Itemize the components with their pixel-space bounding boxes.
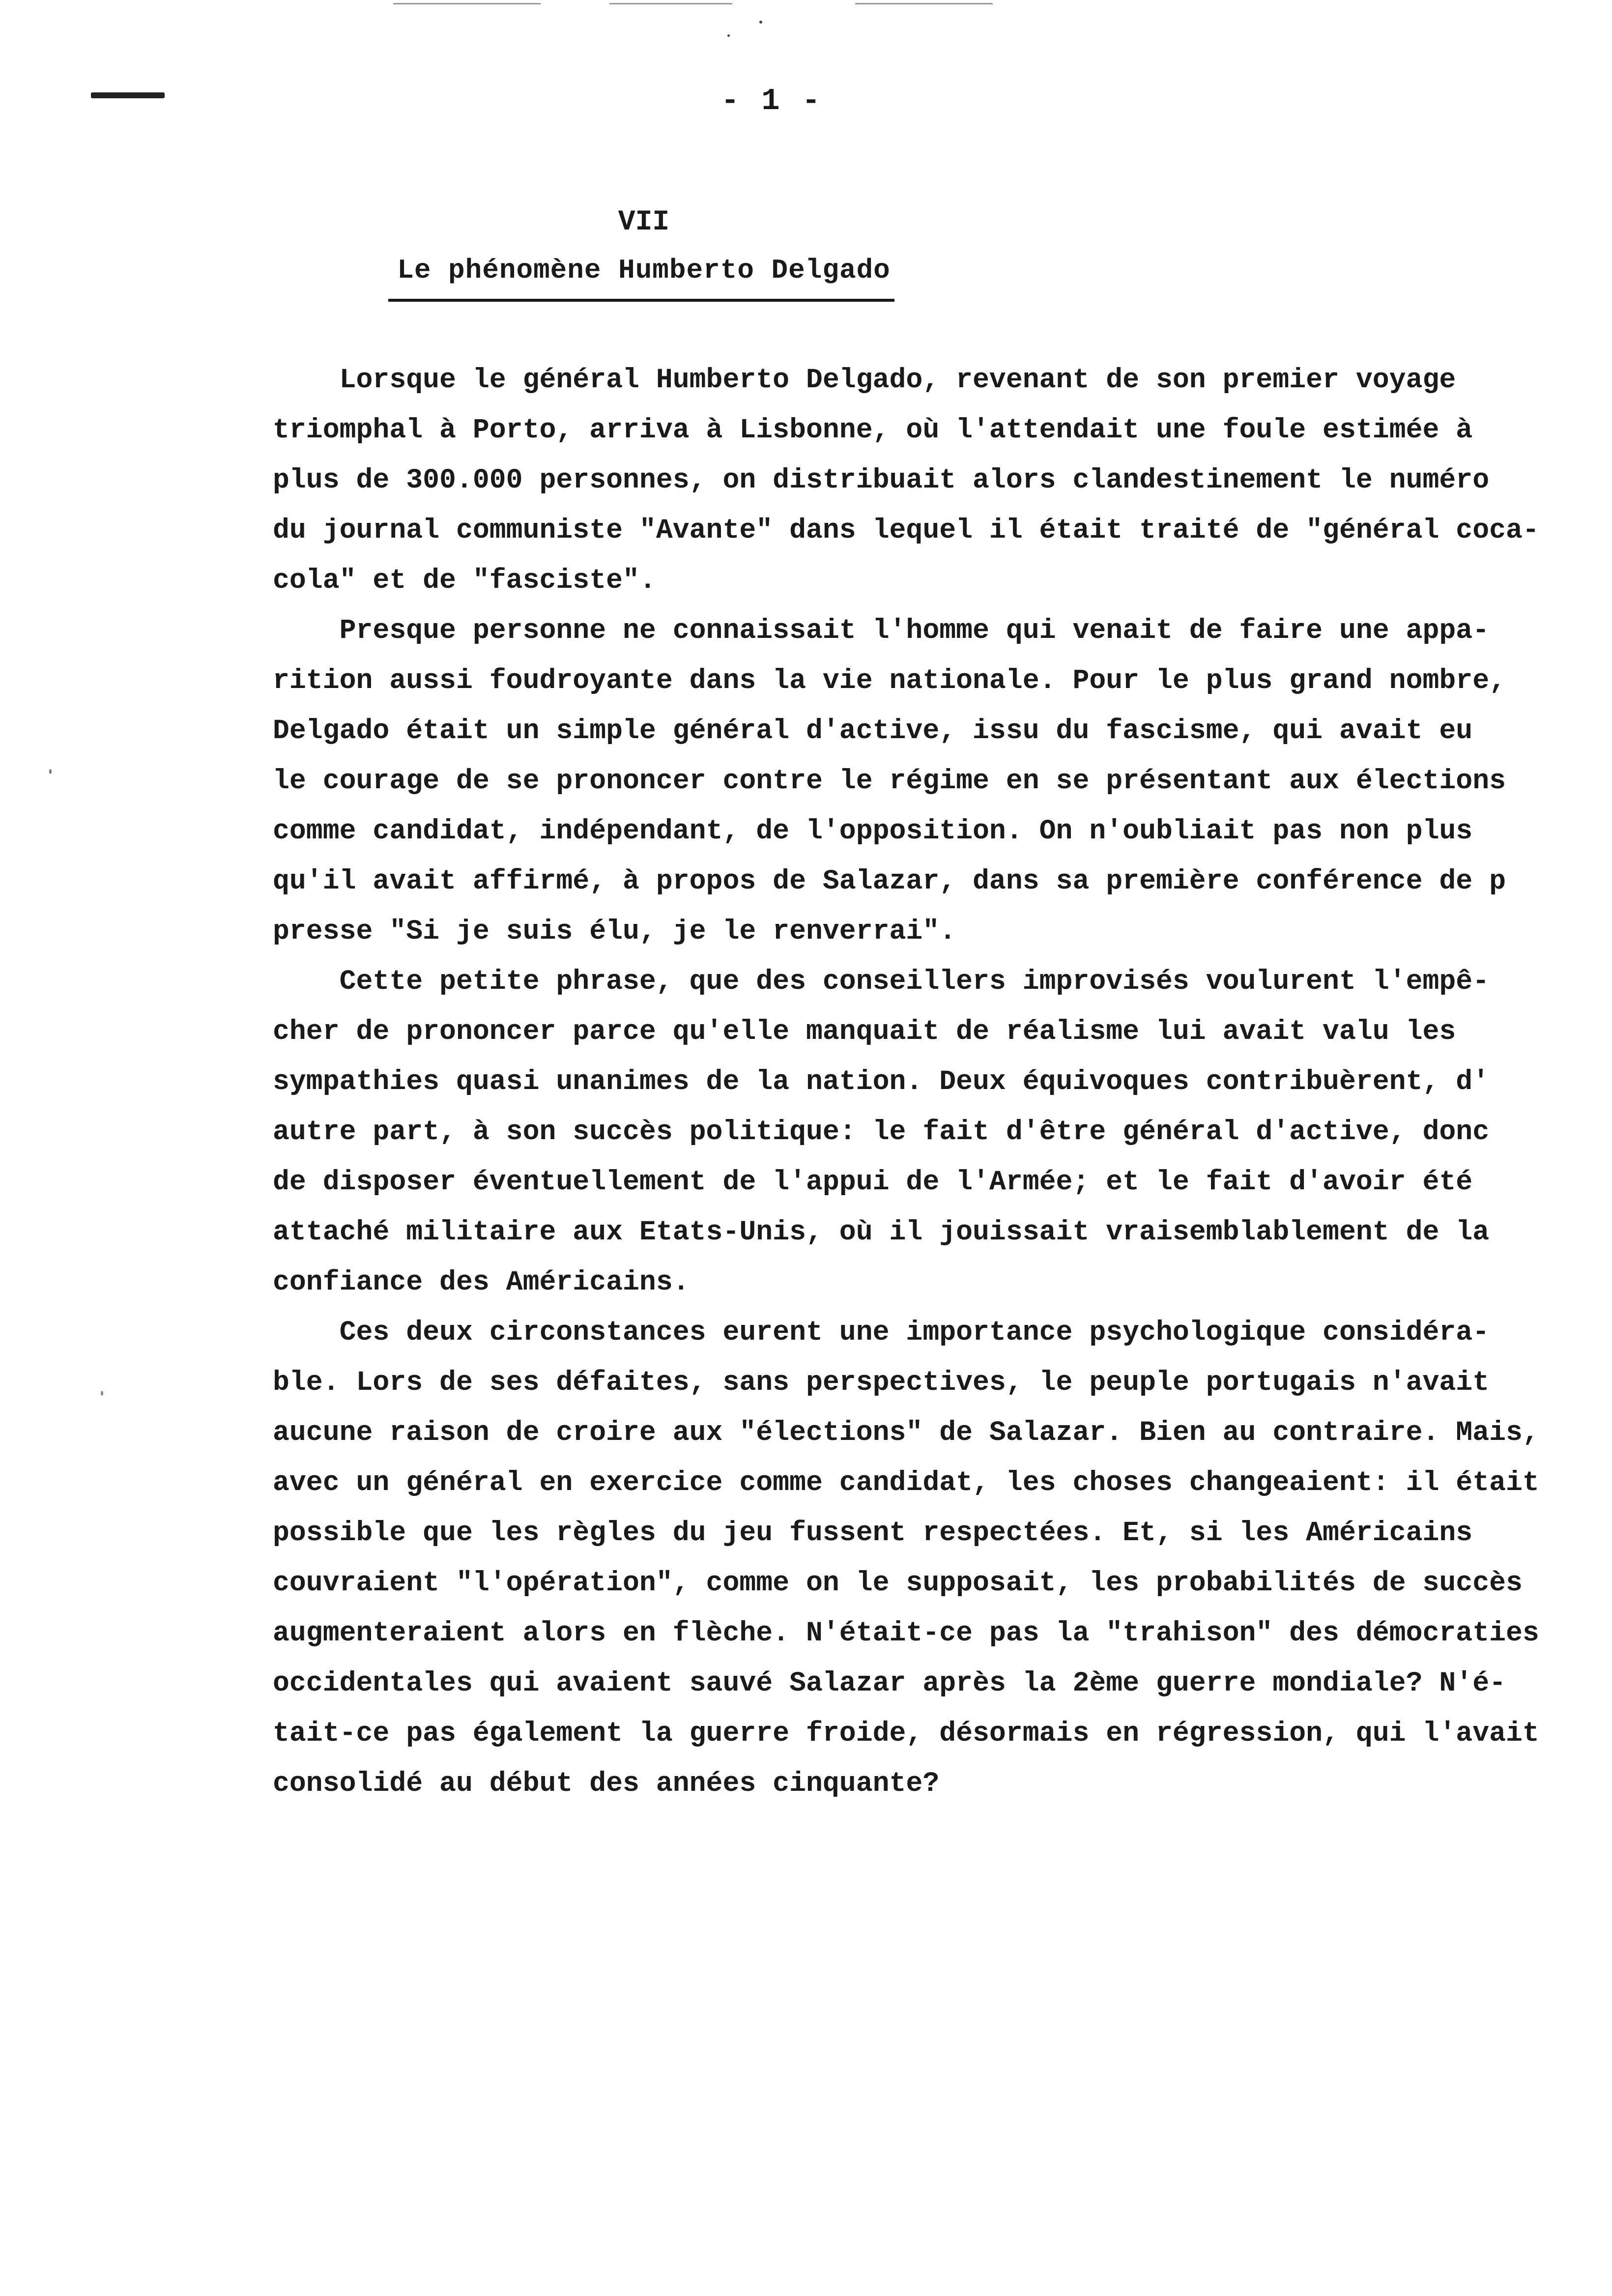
text-line: autre part, à son succès politique: le fait d'être général d'active, donc — [273, 1116, 1490, 1148]
text-line: Lorsque le général Humberto Delgado, revenant de son premier voyage — [273, 364, 1456, 396]
text-line: comme candidat, indépendant, de l'opposition. On n'oubliait pas non plus — [273, 815, 1473, 847]
scan-artifact-dot — [759, 21, 762, 24]
text-line: plus de 300.000 personnes, on distribuait alors clandestinement le numéro — [273, 464, 1490, 496]
text-line: qu'il avait affirmé, à propos de Salazar, dans sa première conférence de p — [273, 865, 1506, 897]
chapter-title: Le phénomène Humberto Delgado — [397, 255, 891, 286]
text-line: attaché militaire aux Etats-Unis, où il jouissait vraisemblablement de la — [273, 1216, 1490, 1248]
scan-artifact-dot — [49, 769, 52, 774]
text-line: confiance des Américains. — [273, 1266, 690, 1298]
text-line: de disposer éventuellement de l'appui de l'Armée; et le fait d'avoir été — [273, 1166, 1473, 1198]
chapter-number: VII — [618, 206, 670, 238]
text-line: triomphal à Porto, arriva à Lisbonne, où l'attendait une foule estimée à — [273, 414, 1473, 446]
text-line: aucune raison de croire aux "élections" de Salazar. Bien au contraire. Mais, — [273, 1417, 1539, 1448]
scan-artifact-line — [855, 3, 993, 4]
text-line: avec un général en exercice comme candidat, les choses changeaient: il était — [273, 1467, 1539, 1498]
text-line: couvraient "l'opération", comme on le supposait, les probabilités de succès — [273, 1567, 1523, 1599]
scan-artifact-line — [609, 3, 732, 4]
scan-artifact-mark — [91, 92, 165, 98]
scan-artifact-dot — [727, 34, 730, 37]
text-line: rition aussi foudroyante dans la vie nationale. Pour le plus grand nombre, — [273, 665, 1506, 696]
scan-artifact-dot — [101, 1391, 103, 1396]
text-line: Cette petite phrase, que des conseillers improvisés voulurent l'empê- — [273, 966, 1490, 997]
text-line: du journal communiste "Avante" dans lequel il était traité de "général coca- — [273, 515, 1539, 546]
text-line: Delgado était un simple général d'active, issu du fascisme, qui avait eu — [273, 715, 1473, 746]
text-line: augmenteraient alors en flèche. N'était-ce pas la "trahison" des démocraties — [273, 1617, 1539, 1649]
page-number: - 1 - — [720, 84, 823, 118]
text-line: occidentales qui avaient sauvé Salazar après la 2ème guerre mondiale? N'é- — [273, 1667, 1506, 1699]
text-line: sympathies quasi unanimes de la nation. Deux équivoques contribuèrent, d' — [273, 1066, 1490, 1097]
text-line: Ces deux circonstances eurent une importance psychologique considéra- — [273, 1317, 1490, 1348]
title-underline — [388, 299, 894, 302]
text-line: cola" et de "fasciste". — [273, 565, 656, 596]
text-line: cher de prononcer parce qu'elle manquait de réalisme lui avait valu les — [273, 1016, 1456, 1047]
text-line: ble. Lors de ses défaites, sans perspectives, le peuple portugais n'avait — [273, 1367, 1490, 1398]
text-line: possible que les règles du jeu fussent respectées. Et, si les Américains — [273, 1517, 1473, 1549]
text-line: presse "Si je suis élu, je le renverrai". — [273, 916, 956, 947]
text-line: le courage de se prononcer contre le régime en se présentant aux élections — [273, 765, 1506, 797]
text-line: tait-ce pas également la guerre froide, désormais en régression, qui l'avait — [273, 1718, 1539, 1749]
text-line: Presque personne ne connaissait l'homme qui venait de faire une appa- — [273, 615, 1490, 646]
scan-artifact-line — [393, 3, 541, 4]
text-line: consolidé au début des années cinquante? — [273, 1768, 940, 1799]
